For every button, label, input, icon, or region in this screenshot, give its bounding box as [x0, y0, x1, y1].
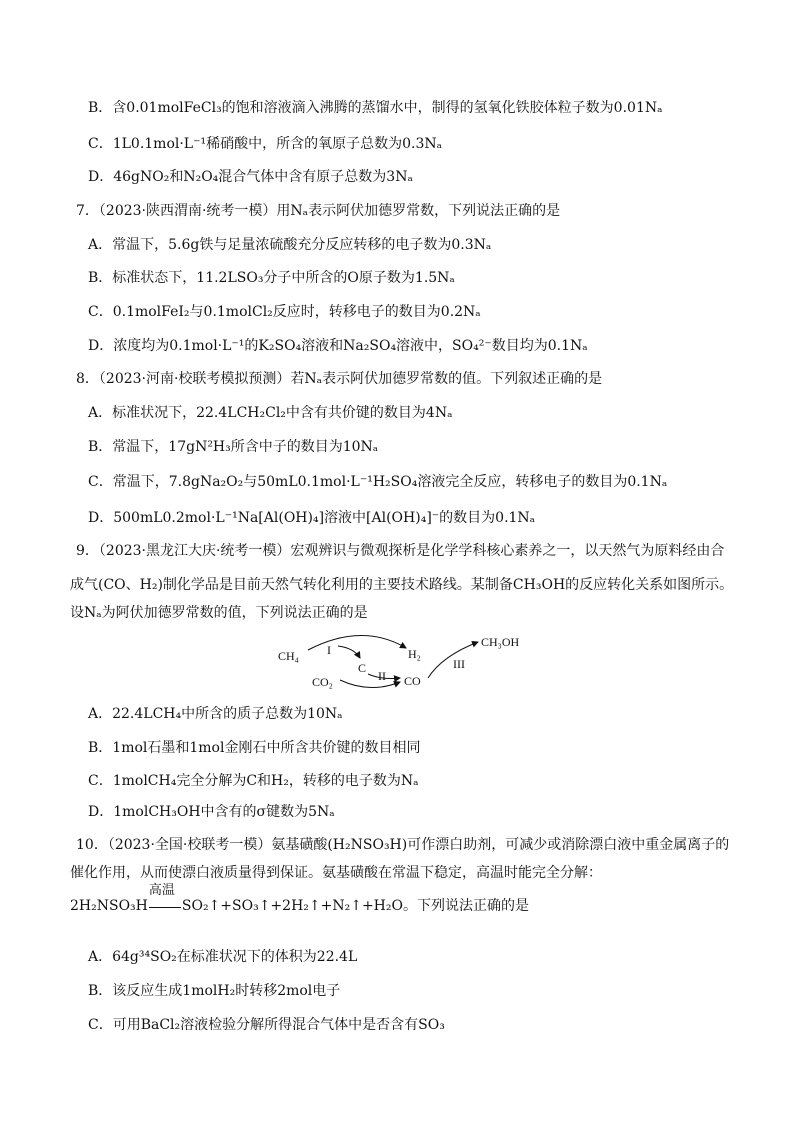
q7-option-a: A．常温下，5.6g铁与足量浓硫酸充分反应转移的电子数为0.3Nₐ: [88, 237, 492, 253]
q7-option-d: D．浓度均为0.1mol·L⁻¹的K₂SO₄溶液和Na₂SO₄溶液中，SO₄²⁻数目均为0.1Nₐ: [88, 338, 588, 354]
q8-stem: 8．（2023·河南·校联考模拟预测）若Nₐ表示阿伏加德罗常数的值。下列叙述正确的是: [76, 371, 603, 387]
q10-option-a: A．64g³⁴SO₂在标准状况下的体积为22.4L: [88, 949, 358, 965]
equation-products: SO₂↑+SO₃↑+2H₂↑+N₂↑+H₂O。下列说法正确的是: [181, 898, 529, 914]
q7-option-c: C．0.1molFeI₂与0.1molCl₂反应时，转移电子的数目为0.2Nₐ: [88, 304, 481, 320]
q7-option-b: B．标准状态下，11.2LSO₃分子中所含的O原子数为1.5Nₐ: [88, 270, 455, 286]
step-i-label: I: [327, 643, 331, 657]
q10-equation: [70, 883, 529, 916]
q10-stem-line2: 催化作用，从而使漂白液质量得到保证。氨基磺酸在常温下稳定，高温时能完全分解：: [70, 865, 602, 881]
ch3oh-label: CH₃OH: [481, 635, 520, 649]
reaction-diagram: [272, 628, 542, 698]
equation-condition: 高温: [148, 883, 175, 898]
q8-option-b: B．常温下，17gN²H₃所含中子的数目为10Nₐ: [88, 439, 379, 455]
q10-option-b: B．该反应生成1molH₂时转移2mol电子: [88, 983, 341, 999]
arrow-co2-to-co: [340, 680, 400, 688]
q9-option-a: A．22.4LCH₄中所含的质子总数为10Nₐ: [88, 706, 343, 722]
q6-option-c: C．1L0.1mol·L⁻¹稀硝酸中，所含的氧原子总数为0.3Nₐ: [88, 136, 443, 152]
q10-option-c: C．可用BaCl₂溶液检验分解所得混合气体中是否含有SO₃: [88, 1017, 445, 1033]
q9-option-d: D．1molCH₃OH中含有的σ键数为5Nₐ: [88, 804, 335, 820]
q7-stem: 7．（2023·陕西渭南·统考一模）用Nₐ表示阿伏加德罗常数，下列说法正确的是: [76, 203, 561, 219]
step-ii-label: II: [378, 669, 386, 683]
equation-reactant: 2H₂NSO₃H: [70, 898, 148, 914]
equation-equals-bar: [149, 907, 181, 908]
co2-label: CO₂: [312, 675, 333, 689]
q8-option-d: D．500mL0.2mol·L⁻¹Na[Al(OH)₄]溶液中[Al(OH)₄]⁻的数目为0.1Nₐ: [88, 510, 536, 526]
co-label: CO: [404, 674, 421, 688]
ch4-label: CH₄: [278, 649, 299, 663]
q6-option-d: D．46gNO₂和N₂O₄混合气体中含有原子总数为3Nₐ: [88, 169, 413, 185]
c-label: C: [358, 661, 367, 675]
q9-stem-line1: 9．（2023·黑龙江大庆·统考一模）宏观辨识与微观探析是化学学科核心素养之一，以天然气为原料经由合: [76, 543, 725, 559]
q8-option-c: C．常温下，7.8gNa₂O₂与50mL0.1mol·L⁻¹H₂SO₄溶液完全反应，转移电子的数目为0.1Nₐ: [88, 474, 668, 490]
q8-option-a: A．标准状况下，22.4LCH₂Cl₂中含有共价键的数目为4Nₐ: [88, 405, 453, 421]
q6-option-b: B．含0.01molFeCl₃的饱和溶液滴入沸腾的蒸馏水中，制得的氢氧化铁胶体粒子数为0.01Nₐ: [88, 100, 663, 116]
q9-stem-line3: 设Nₐ为阿伏加德罗常数的值，下列说法正确的是: [70, 605, 368, 621]
q9-stem-line2: 成气(CO、H₂)制化学品是目前天然气转化利用的主要技术路线。某制备CH₃OH的反应转化关系如图所示。: [70, 577, 734, 593]
h2-label: H₂: [408, 647, 421, 661]
q9-option-c: C．1molCH₄完全分解为C和H₂，转移的电子数为Nₐ: [88, 773, 419, 789]
equation-arrow: [148, 883, 182, 916]
arrow-ch4-to-c: [338, 646, 360, 658]
q9-option-b: B．1mol石墨和1mol金刚石中所含共价键的数目相同: [88, 740, 421, 756]
arrow-ch4-to-h2: [308, 635, 406, 650]
step-iii-label: III: [453, 657, 465, 671]
q10-stem-line1: 10．（2023·全国·校联考一模）氨基磺酸(H₂NSO₃H)可作漂白助剂，可减少或消除漂白液中重金属离子的: [76, 837, 730, 853]
